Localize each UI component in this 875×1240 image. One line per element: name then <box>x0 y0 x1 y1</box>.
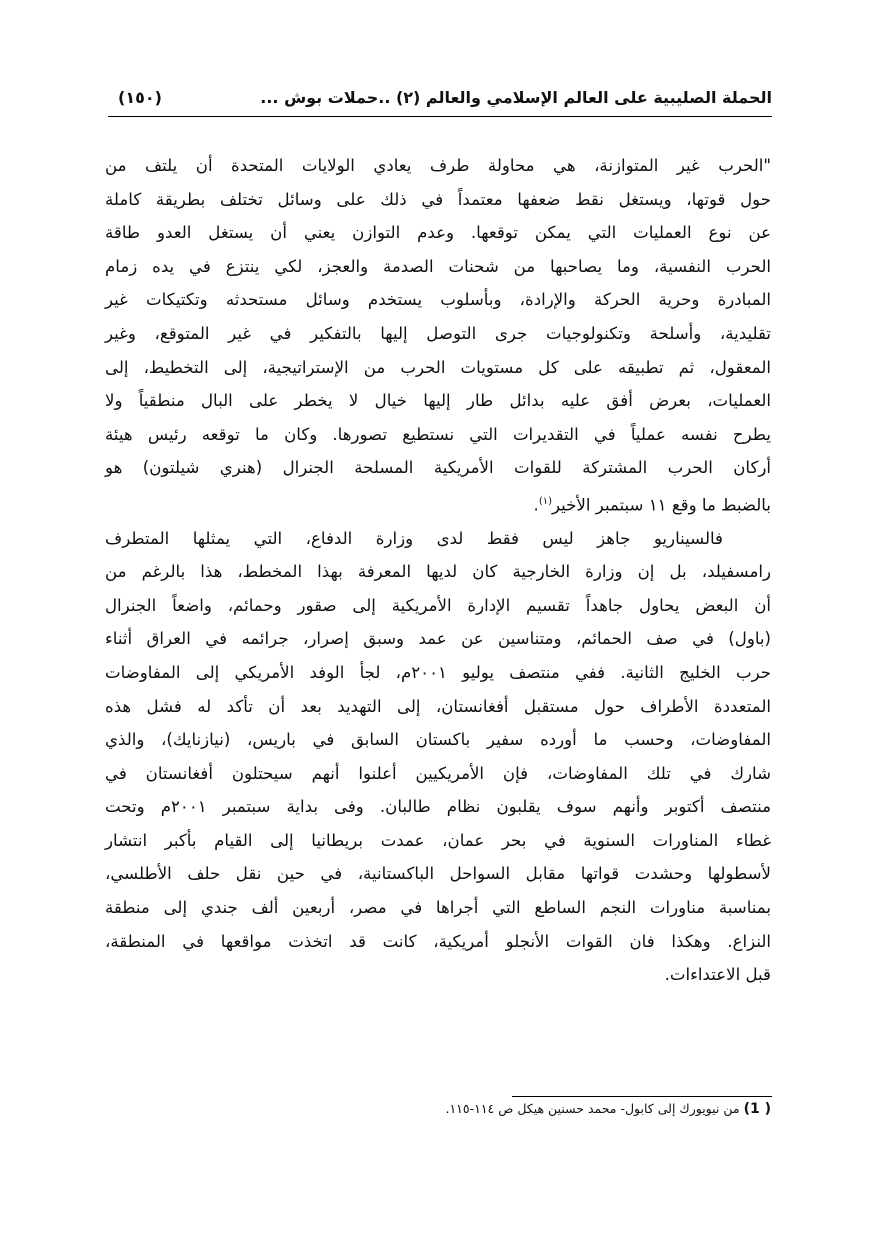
line-text: الحرب النفسية، وما يصاحبها من شحنات الصدمة والعجز، لكي ينتزع في يده زمام <box>105 256 771 276</box>
text-line <box>105 351 771 385</box>
line-text: يطرح نفسه عملياً في التقديرات التي نستطيع تصورها. وكان ما توقعه رئيس هيئة <box>105 424 771 444</box>
text-line <box>105 522 771 556</box>
text-line <box>105 622 771 656</box>
sentence-end: . <box>533 495 539 515</box>
text-line <box>105 656 771 690</box>
line-text: المتعددة الأطراف حول مستقبل أفغانستان، إلى التهديد بعد أن تأكد له فشل هذه <box>105 696 771 716</box>
text-line <box>105 891 771 925</box>
line-text: العمليات، بعرض أفق عليه بدائل طار إليها خيال لا يخطر على البال منطقياً ولا <box>105 391 771 411</box>
text-line <box>105 958 771 992</box>
text-line <box>105 690 771 724</box>
text-line <box>105 183 771 217</box>
line-text: أن البعض يحاول جاهداً تقسيم الإدارة الأمريكية إلى صقور وحمائم، واضعاً الجنرال <box>105 595 771 615</box>
text-line <box>105 418 771 452</box>
line-text: قبل الاعتداءات. <box>664 965 771 985</box>
line-text: غطاء المناورات السنوية في بحر عمان، عمدت بريطانيا إلى القيام بأكبر انتشار <box>105 830 771 850</box>
text-line <box>105 485 771 519</box>
line-text: النزاع. وهكذا فان القوات الأنجلو أمريكية، كانت قد اتخذت مواقعها في المنطقة، <box>105 931 771 951</box>
text-line <box>105 317 771 351</box>
text-line <box>105 589 771 623</box>
footnote-reference[interactable]: (١) <box>538 495 553 507</box>
line-text: رامسفيلد، بل إن وزارة الخارجية كان لديها المعرفة بهذا المخطط، هذا بالرغم من <box>105 562 771 582</box>
line-text: منتصف أكتوبر وأنهم سوف يقلبون نظام طالبان. وفى بداية سبتمبر ٢٠٠١م وتحت <box>105 797 771 817</box>
text-line <box>105 216 771 250</box>
text-line <box>105 857 771 891</box>
text-line <box>105 824 771 858</box>
footnote <box>445 1101 771 1117</box>
text-line <box>105 384 771 418</box>
text-line <box>105 723 771 757</box>
text-line <box>105 757 771 791</box>
running-header <box>108 88 772 114</box>
text-line <box>105 283 771 317</box>
line-text: المعقول، ثم تطبيقه على كل مستويات الحرب من الإستراتيجية، إلى التخطيط، إلى <box>105 357 771 377</box>
header-rule <box>108 116 772 117</box>
footnote-marker: ( 1) <box>743 1101 771 1117</box>
text-line <box>105 790 771 824</box>
line-text: بمناسبة مناورات النجم الساطع التي أجراها في مصر، أربعين ألف جندي إلى منطقة <box>105 898 771 918</box>
page-number: (١٥٠) <box>118 88 162 107</box>
paragraph-1 <box>105 149 771 519</box>
line-text: عن نوع العمليات التي يمكن توقعها. وعدم التوازن يعني أن يستغل العدو طاقة <box>105 223 771 243</box>
text-line <box>105 451 771 485</box>
line-text: شارك في تلك المفاوضات، فإن الأمريكيين أعلنوا أنهم سيحتلون أفغانستان في <box>105 763 771 783</box>
line-text: المبادرة وحرية الحركة والإرادة، وبأسلوب يستخدم وسائل مستحدثه وتكتيكات غير <box>105 290 771 310</box>
text-line <box>105 555 771 589</box>
line-text: "الحرب غير المتوازنة، هي محاولة طرف يعادي الولايات المتحدة أن يلتف من <box>105 156 771 175</box>
text-line <box>105 250 771 284</box>
line-text: حرب الخليج الثانية. ففي منتصف يوليو ٢٠٠١م، لجأ الوفد الأمريكي إلى المفاوضات <box>105 662 771 682</box>
paragraph-2 <box>105 522 771 992</box>
text-line <box>105 149 771 183</box>
header-title: الحملة الصليبية على العالم الإسلامي والعالم (٢) ..حملات بوش ... <box>260 88 772 107</box>
line-text: أركان الحرب المشتركة للقوات الأمريكية المسلحة الجنرال (هنري شيلتون) هو <box>105 458 771 478</box>
footnote-rule <box>512 1096 772 1097</box>
text-line <box>105 925 771 959</box>
line-text: بالضبط ما وقع ١١ سبتمبر الأخير <box>552 495 771 515</box>
line-text: فالسيناريو جاهز ليس فقط لدى وزارة الدفاع، التي يمثلها المتطرف <box>105 528 723 548</box>
line-text: (باول) في صف الحمائم، ومتناسين عن عمد وسبق إصرار، جرائمه في العراق أثناء <box>105 629 771 649</box>
line-text: تقليدية، وأسلحة وتكنولوجيات جرى التوصل إليها بالتفكير في غير المتوقع، وغير <box>105 323 771 343</box>
line-text: المفاوضات، وحسب ما أورده سفير باكستان السابق في باريس، (نيازنايك)، والذي <box>105 730 771 750</box>
body-text <box>105 149 771 992</box>
line-text: حول قوتها، ويستغل نقط ضعفها معتمداً في ذلك على وسائل تختلف بطريقة كاملة <box>105 189 771 209</box>
footnote-text: من نيويورك إلى كابول- محمد حسنين هيكل ص ١١٤-١١٥. <box>445 1101 740 1116</box>
line-text: لأسطولها وحشدت قواتها مقابل السواحل الباكستانية، في حين نقل حلف الأطلسي، <box>105 864 771 884</box>
